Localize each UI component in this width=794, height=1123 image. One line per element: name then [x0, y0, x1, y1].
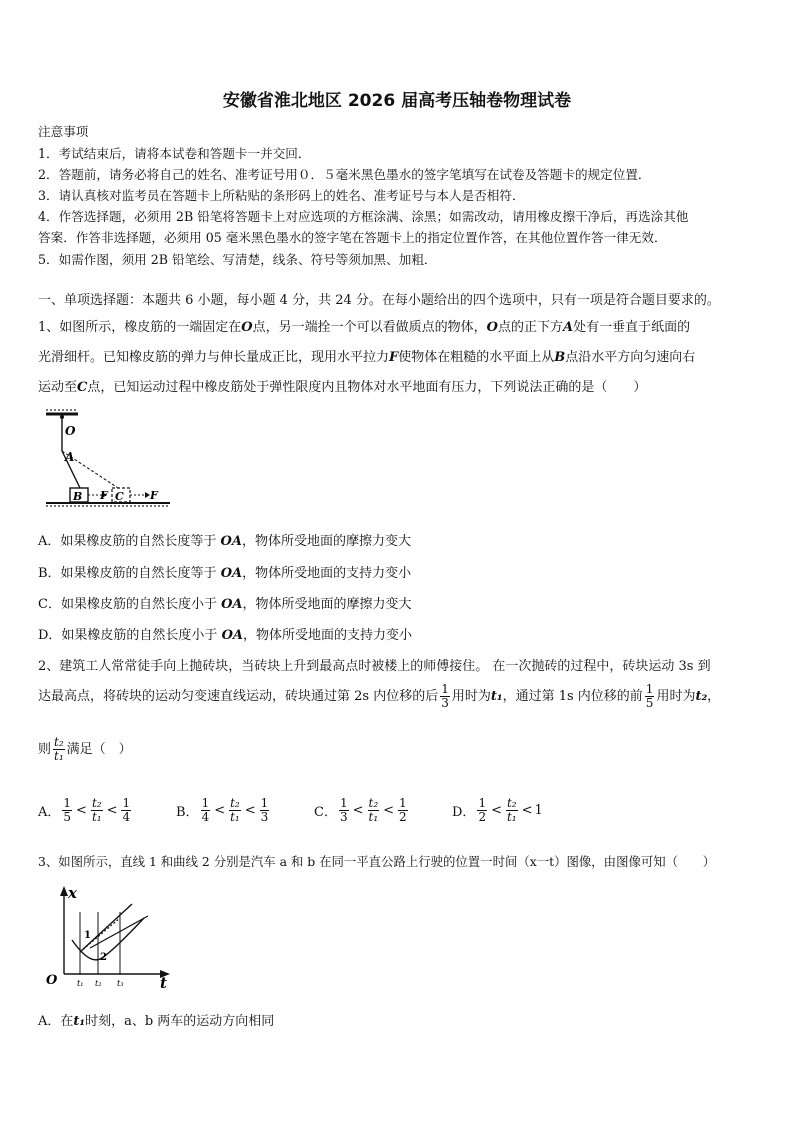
- line-1-label: 1: [84, 930, 91, 941]
- fraction: $\frac{1}{3}$: [441, 682, 449, 710]
- notice-item: 1．考试结束后，请将本试卷和答题卡一并交回．: [38, 146, 311, 161]
- q1-figure: [40, 408, 175, 508]
- notice-item: 3．请认真核对监考员在答题卡上所粘贴的条形码上的姓名、准考证号与本人是否相符．: [38, 188, 525, 203]
- q1-option-c[interactable]: C．如果橡皮筋的自然长度小于 OA，物体所受地面的摩擦力变大: [38, 597, 412, 612]
- q2-option-b[interactable]: B． $\frac{1}{4}$ < $\frac{\text{t₂}}{\text{t₁}}$ < $\frac{1}{3}$: [176, 796, 269, 824]
- q1-line-1: 1、如图所示，橡皮筋的一端固定在O点，另一端拴一个可以看做质点的物体，O点的正下方A处有一垂直于纸面的: [38, 320, 691, 335]
- axis-label-t: t: [160, 974, 167, 992]
- origin-label: O: [46, 973, 58, 988]
- q2-line-3: 则 $\frac{\text{t₂}}{\text{t₁}}$ 满足（ ）: [38, 735, 132, 763]
- q3-figure: [40, 882, 175, 994]
- q3-stem: 3、如图所示，直线 1 和曲线 2 分别是汽车 a 和 b 在同一平直公路上行驶的位置一时间（x一t）图像，由图像可知（ ）: [38, 854, 716, 869]
- fraction: $\frac{\text{t₂}}{\text{t₁}}$: [54, 735, 64, 763]
- q1-option-a[interactable]: A．如果橡皮筋的自然长度等于 OA，物体所受地面的摩擦力变大: [38, 534, 411, 549]
- figure-label-f: F: [100, 489, 108, 502]
- tick-t1: t₁: [77, 979, 84, 988]
- notice-item: 2．答题前，请务必将自己的姓名、准考证号用０．５毫米黑色墨水的签字笔填写在试卷及答题卡的规定位置．: [38, 167, 651, 182]
- figure-label-b: B: [73, 490, 83, 503]
- axis-label-x: x: [68, 884, 77, 902]
- fraction: $\frac{1}{5}$: [645, 682, 654, 710]
- tick-t3: t₃: [117, 979, 124, 988]
- notice-item: 5．如需作图，须用 2B 铅笔绘、写清楚，线条、符号等须加黑、加粗．: [38, 252, 437, 267]
- figure-label-o: O: [65, 424, 76, 438]
- q2-option-c[interactable]: C． $\frac{1}{3}$ < $\frac{\text{t₂}}{\text{t₁}}$ < $\frac{1}{2}$: [314, 796, 407, 824]
- notice-item: 答案．作答非选择题，必须用 05 毫米黑色墨水的签字笔在答题卡上的指定位置作答，在其他位置作答一律无效．: [38, 230, 667, 245]
- notice-heading: 注意事项: [38, 124, 89, 139]
- q1-line-3: 运动至C点，已知运动过程中橡皮筋处于弹性限度内且物体对水平地面有压力，下列说法正确的是（ ）: [38, 380, 647, 395]
- q2-line-1: 2、建筑工人常常徒手向上抛砖块，当砖块上升到最高点时被楼上的师傅接住。 在一次抛砖的过程中，砖块运动 3s 到: [38, 659, 711, 674]
- figure-label-f: F: [150, 489, 158, 502]
- notice-item: 4．作答选择题，必须用 2B 铅笔将答题卡上对应选项的方框涂满、涂黑；如需改动，请用橡皮擦干净后，再选涂其他: [38, 209, 689, 224]
- q2-option-a[interactable]: A． $\frac{1}{5}$ < $\frac{\text{t₂}}{\text{t₁}}$ < $\frac{1}{4}$: [38, 796, 131, 824]
- figure-label-c: C: [115, 490, 124, 503]
- line-2-label: 2: [100, 952, 107, 963]
- q1-option-d[interactable]: D．如果橡皮筋的自然长度小于 OA，物体所受地面的支持力变小: [38, 628, 412, 643]
- q1-option-b[interactable]: B．如果橡皮筋的自然长度等于 OA，物体所受地面的支持力变小: [38, 566, 412, 581]
- page-title: 安徽省淮北地区 2026 届高考压轴卷物理试卷: [222, 91, 572, 111]
- q1-line-2: 光滑细杆。已知橡皮筋的弹力与伸长量成正比，现用水平拉力F使物体在粗糙的水平面上从B点沿水平方向匀速向右: [38, 350, 696, 365]
- tick-t2: t₂: [95, 979, 102, 988]
- q2-option-d[interactable]: D． $\frac{1}{2}$ < $\frac{\text{t₂}}{\text{t₁}}$ < 1: [452, 796, 543, 824]
- q3-option-a[interactable]: A．在t₁时刻，a、b 两车的运动方向相同: [38, 1014, 275, 1029]
- figure-label-a: A: [65, 450, 75, 464]
- q2-line-2: 达最高点，将砖块的运动匀变速直线运动，砖块通过第 2s 内位移的后 $\frac{1}{3}$ 用时为t₁，通过第 1s 内位移的前 $\frac{1}{5}$ 用时为t₂，: [38, 682, 721, 710]
- section-heading: 一、单项选择题：本题共 6 小题，每小题 4 分，共 24 分。在每小题给出的四个选项中，只有一项是符合题目要求的。: [38, 293, 720, 308]
